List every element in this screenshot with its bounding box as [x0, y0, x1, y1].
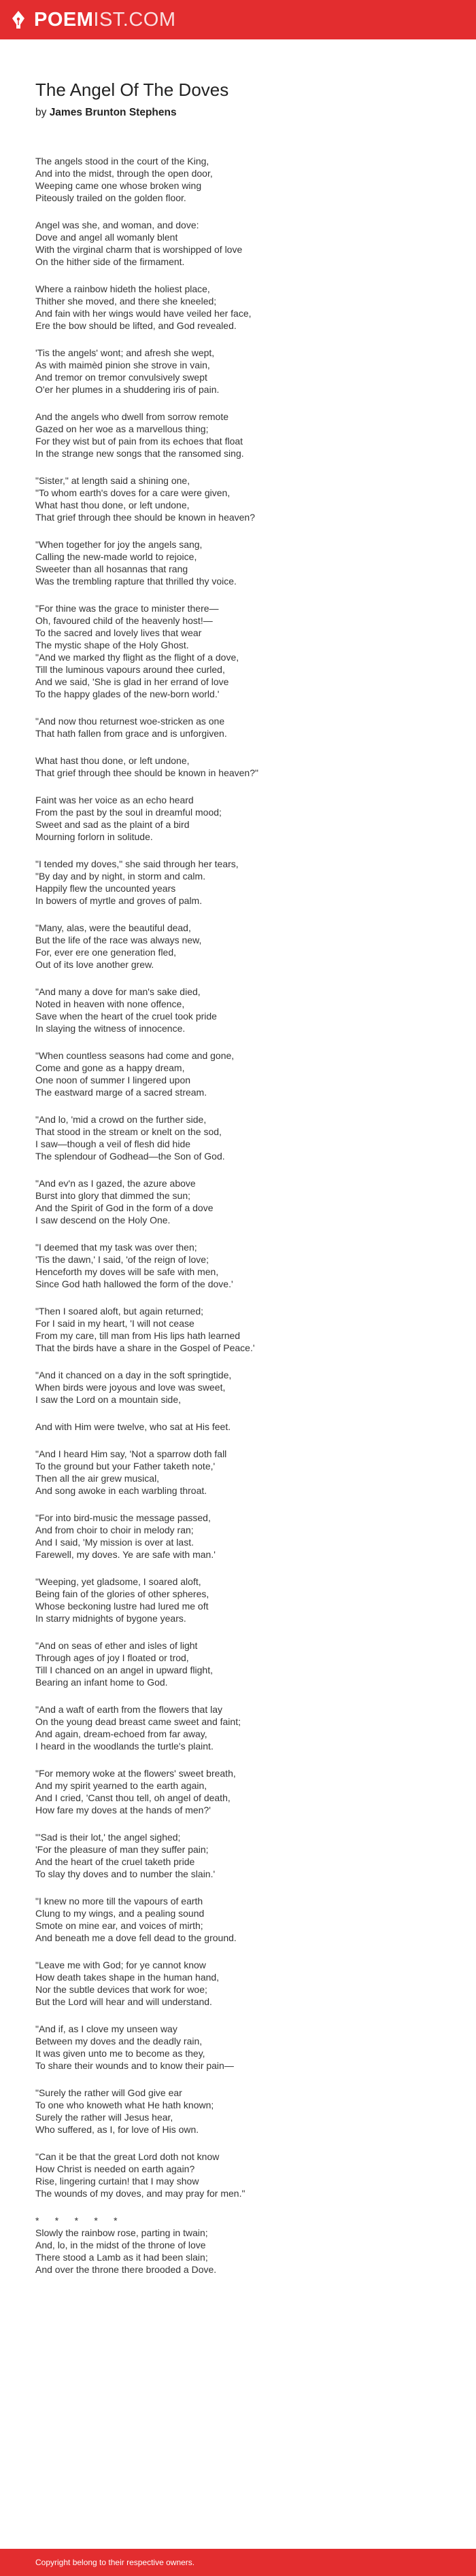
poem-line: And over the throne there brooded a Dove. [35, 2263, 217, 2275]
poem-line: And again, dream-echoed from far away, [35, 1728, 207, 1739]
poem-line: Since God hath hallowed the form of the dove.' [35, 1278, 233, 1289]
poem-title: The Angel Of The Doves [35, 80, 229, 100]
poem-line: To the ground but your Father taketh note,' [35, 1460, 216, 1472]
poem-line: "And many a dove for man's sake died, [35, 986, 201, 997]
stanza [35, 1767, 441, 1816]
stanza [35, 1959, 441, 2008]
poem-line: "Weeping, yet gladsome, I soared aloft, [35, 1576, 201, 1587]
poem-line: "And a waft of earth from the flowers that lay [35, 1703, 222, 1715]
poem-line: And I said, 'My mission is over at last. [35, 1536, 194, 1548]
poem-line: What hast thou done, or left undone, [35, 499, 190, 510]
poem-line: "For into bird-music the message passed, [35, 1512, 211, 1523]
poem-line: Mourning forlorn in solitude. [35, 831, 153, 842]
poem-line: There stood a Lamb as it had been slain; [35, 2251, 208, 2263]
poem-line: For they wist but of pain from its echoes that float [35, 435, 243, 447]
poem-line: 'For the pleasure of man they suffer pain; [35, 1843, 209, 1855]
poem-line: Noted in heaven with none offence, [35, 998, 185, 1009]
logo-text-strong: POEM [34, 8, 94, 31]
poem-line: On the hither side of the firmament. [35, 256, 185, 267]
poem-line: "And we marked thy flight as the flight of a dove, [35, 651, 239, 663]
stanza [35, 283, 441, 332]
copyright-text: Copyright belong to their respective owners. [35, 2558, 195, 2567]
poem-line: And fain with her wings would have veiled her face, [35, 307, 252, 319]
poem-line: "Leave me with God; for ye cannot know [35, 1959, 206, 1970]
stanza [35, 1703, 441, 1752]
poem-line: "And now thou returnest woe-stricken as one [35, 715, 225, 727]
poem-line: I heard in the woodlands the turtle's plaint. [35, 1740, 214, 1752]
poem-line: Happily flew the uncounted years [35, 882, 176, 894]
poem-line: How fare my doves at the hands of men?' [35, 1804, 211, 1815]
poem-line: "And ev'n as I gazed, the azure above [35, 1177, 196, 1189]
poem-line: Then all the air grew musical, [35, 1472, 160, 1484]
poem-line: In slaying the witness of innocence. [35, 1022, 186, 1034]
poem-line: "I deemed that my task was over then; [35, 1241, 197, 1253]
poem-line: And from choir to choir in melody ran; [35, 1524, 194, 1535]
poem-line: Weeping came one whose broken wing [35, 179, 202, 191]
poem-line: In bowers of myrtle and groves of palm. [35, 894, 203, 906]
stanza [35, 1895, 441, 1944]
stanza [35, 754, 441, 779]
stanza [35, 1305, 441, 1354]
poem-line: When birds were joyous and love was sweet, [35, 1381, 226, 1393]
poem-line: From the past by the soul in dreamful mood; [35, 806, 222, 818]
stanza [35, 1639, 441, 1688]
poem-line: But the Lord will hear and will understand. [35, 1996, 212, 2007]
poem-line: To one who knoweth what He hath known; [35, 2099, 214, 2110]
poem-line: That grief through thee should be known in heaven?" [35, 767, 258, 778]
poem-line: "And I heard Him say, 'Not a sparrow doth fall [35, 1448, 227, 1459]
poem-line: And, lo, in the midst of the throne of love [35, 2239, 206, 2250]
poem-line: That grief through thee should be known in heaven? [35, 511, 256, 523]
poem-line: And song awoke in each warbling throat. [35, 1484, 207, 1496]
poem-line: Ere the bow should be lifted, and God revealed. [35, 319, 237, 331]
poem-line: And beneath me a dove fell dead to the ground. [35, 1932, 237, 1943]
stanza [35, 986, 441, 1034]
poem-line: Thither she moved, and there she kneeled; [35, 295, 217, 307]
poem-line: But the life of the race was always new, [35, 934, 202, 945]
final-stanza [35, 2227, 441, 2276]
pen-nib-icon [12, 11, 24, 29]
poem-line: Who suffered, as I, for love of His own. [35, 2123, 199, 2135]
poem-line: Sweeter than all hosannas that rang [35, 563, 188, 574]
poem-line: Henceforth my doves will be safe with men, [35, 1266, 219, 1277]
poem-line: To share their wounds and to know their pain— [35, 2059, 234, 2071]
poem-line: And the Spirit of God in the form of a dove [35, 1202, 214, 1213]
poem-line: Sweet and sad as the plaint of a bird [35, 818, 190, 830]
poem-line: In the strange new songs that the ransomed sing. [35, 447, 244, 459]
poem-line: For, ever ere one generation fled, [35, 946, 177, 958]
poem-line: Farewell, my doves. Ye are safe with man.' [35, 1548, 216, 1560]
poem-line: "For thine was the grace to minister there— [35, 602, 219, 614]
poem-line: Till the luminous vapours around thee curled, [35, 663, 225, 675]
poem-line: "When countless seasons had come and gone, [35, 1049, 235, 1061]
stanza [35, 411, 441, 459]
poem-line: Smote on mine ear, and voices of mirth; [35, 1919, 203, 1931]
poem-line: Between my doves and the deadly rain, [35, 2035, 203, 2047]
poem-line: "Many, alas, were the beautiful dead, [35, 922, 191, 933]
poem-line: The splendour of Godhead—the Son of God. [35, 1150, 225, 1162]
stanza [35, 1049, 441, 1098]
poem-line: It was given unto me to become as they, [35, 2047, 205, 2059]
logo-text [34, 10, 176, 30]
poem-line: What hast thou done, or left undone, [35, 754, 190, 766]
poem-line: "And if, as I clove my unseen way [35, 2023, 177, 2034]
poem-line: Surely the rather will Jesus hear, [35, 2111, 173, 2123]
poem-line: I saw descend on the Holy One. [35, 1214, 171, 1225]
poem-line: The angels stood in the court of the King, [35, 155, 209, 167]
poem-line: And we said, 'She is glad in her errand of love [35, 676, 229, 687]
poem-line: Rise, lingering curtain! that I may show [35, 2175, 199, 2187]
poem-line: O'er her plumes in a shuddering iris of pain. [35, 383, 220, 395]
poem-line: Was the trembling rapture that thrilled thy voice. [35, 575, 237, 587]
poem-line: "I knew no more till the vapours of earth [35, 1895, 203, 1907]
stanza [35, 2087, 441, 2136]
poem-line: And tremor on tremor convulsively swept [35, 371, 207, 383]
by-label: by [35, 106, 47, 118]
poem-line: That hath fallen from grace and is unforgiven. [35, 727, 227, 739]
poem-line: In starry midnights of bygone years. [35, 1612, 186, 1624]
poem-line: And the angels who dwell from sorrow remote [35, 411, 229, 422]
poem-line: As with maimèd pinion she strove in vain, [35, 359, 210, 370]
stanza [35, 602, 441, 700]
poem-line: Come and gone as a happy dream, [35, 1062, 185, 1073]
poem-line: That stood in the stream or knelt on the sod, [35, 1126, 222, 1137]
section-break-stars: * * * * * [35, 2214, 118, 2226]
poem-line: With the virginal charm that is worshipped of love [35, 243, 243, 255]
poem-line: For I said in my heart, 'I will not cease [35, 1317, 194, 1329]
poem-line: How Christ is needed on earth again? [35, 2163, 195, 2174]
poem-line: "Then I soared aloft, but again returned; [35, 1305, 204, 1317]
poem-line: From my care, till man from His lips hath learned [35, 1329, 241, 1341]
stanza [35, 1421, 441, 1433]
poem-line: Nor the subtle devices that work for woe; [35, 1983, 207, 1995]
poem-line: And into the midst, through the open door, [35, 167, 213, 179]
poem-line: Burst into glory that dimmed the sun; [35, 1189, 190, 1201]
site-header [0, 0, 476, 39]
stanza [35, 715, 441, 739]
poem-line: Piteously trailed on the golden floor. [35, 192, 186, 203]
poem-line: To the sacred and lovely lives that wear [35, 627, 202, 638]
stanza [35, 1512, 441, 1561]
poem-line: "To whom earth's doves for a care were given, [35, 487, 231, 498]
poem-line: Slowly the rainbow rose, parting in twain; [35, 2227, 208, 2238]
stanza [35, 1113, 441, 1162]
logo-text-light: IST.COM [93, 8, 176, 31]
poem-line: "Can it be that the great Lord doth not know [35, 2151, 220, 2162]
poem-line: Bearing an infant home to God. [35, 1676, 168, 1688]
poem-line: Gazed on her woe as a marvellous thing; [35, 423, 209, 434]
poem-line: And the heart of the cruel taketh pride [35, 1856, 195, 1867]
stanza [35, 2023, 441, 2072]
poem-line: I saw the Lord on a mountain side, [35, 1393, 182, 1405]
poem-line: That the birds have a share in the Gospel of Peace.' [35, 1342, 255, 1353]
poem-line: To slay thy doves and to number the slain.' [35, 1868, 216, 1879]
author-link[interactable]: James Brunton Stephens [49, 106, 177, 118]
poem-line: I saw—though a veil of flesh did hide [35, 1138, 191, 1149]
poem-line: "When together for joy the angels sang, [35, 538, 203, 550]
stanza [35, 1369, 441, 1406]
poem-line: "By day and by night, in storm and calm. [35, 870, 206, 882]
poem-line: And my spirit yearned to the earth again, [35, 1779, 207, 1791]
poem-line: "Surely the rather will God give ear [35, 2087, 182, 2098]
stanza [35, 155, 441, 204]
poem-line: Clung to my wings, and a pealing sound [35, 1907, 205, 1919]
poem-line: Dove and angel all womanly blent [35, 231, 178, 243]
stanza [35, 794, 441, 843]
stanza [35, 474, 441, 523]
stanza [35, 1177, 441, 1226]
stanza [35, 922, 441, 971]
poem-line: One noon of summer I lingered upon [35, 1074, 191, 1085]
poem-line: Till I chanced on an angel in upward flight, [35, 1664, 213, 1675]
byline [35, 107, 441, 119]
poem-line: Whose beckoning lustre had lured me oft [35, 1600, 209, 1612]
poem-line: Where a rainbow hideth the holiest place, [35, 283, 210, 294]
poem-line: How death takes shape in the human hand, [35, 1971, 220, 1983]
stanza [35, 1576, 441, 1624]
stanza [35, 858, 441, 907]
poem-content [0, 39, 476, 2276]
stanza [35, 1831, 441, 1880]
poem-line: Faint was her voice as an echo heard [35, 794, 194, 805]
poem-line: "And it chanced on a day in the soft springtide, [35, 1369, 232, 1380]
stanza [35, 538, 441, 587]
stanza [35, 2151, 441, 2199]
poem-line: "'Sad is their lot,' the angel sighed; [35, 1831, 181, 1843]
poem-line: "And on seas of ether and isles of light [35, 1639, 198, 1651]
poem-line: "And lo, 'mid a crowd on the further side, [35, 1113, 207, 1125]
site-logo[interactable] [12, 10, 176, 30]
poem-line: Out of its love another grew. [35, 958, 154, 970]
stanza [35, 219, 441, 268]
stanza [35, 1448, 441, 1497]
stanza [35, 347, 441, 396]
poem-line: And with Him were twelve, who sat at His feet. [35, 1421, 231, 1432]
poem-line: 'Tis the dawn,' I said, 'of the reign of love; [35, 1253, 209, 1265]
stanza [35, 1241, 441, 1290]
poem-line: "For memory woke at the flowers' sweet breath, [35, 1767, 236, 1779]
poem-line: The eastward marge of a sacred stream. [35, 1086, 207, 1098]
poem-line: The wounds of my doves, and may pray for men." [35, 2187, 245, 2199]
poem-line: Through ages of joy I floated or trod, [35, 1652, 189, 1663]
poem-line: The mystic shape of the Holy Ghost. [35, 639, 189, 650]
poem-body [35, 155, 441, 2199]
poem-line: On the young dead breast came sweet and faint; [35, 1716, 241, 1727]
poem-line: Oh, favoured child of the heavenly host!— [35, 614, 213, 626]
poem-line: And I cried, 'Canst thou tell, oh angel of death, [35, 1792, 231, 1803]
poem-line: Calling the new-made world to rejoice, [35, 551, 197, 562]
poem-line: Being fain of the glories of other spheres, [35, 1588, 209, 1599]
poem-line: 'Tis the angels' wont; and afresh she wept, [35, 347, 215, 358]
site-footer [0, 2549, 476, 2576]
poem-line: "Sister," at length said a shining one, [35, 474, 190, 486]
poem-line: Angel was she, and woman, and dove: [35, 219, 199, 230]
poem-line: Save when the heart of the cruel took pride [35, 1010, 217, 1022]
poem-line: "I tended my doves," she said through her tears, [35, 858, 239, 869]
poem-line: To the happy glades of the new-born world.' [35, 688, 220, 699]
